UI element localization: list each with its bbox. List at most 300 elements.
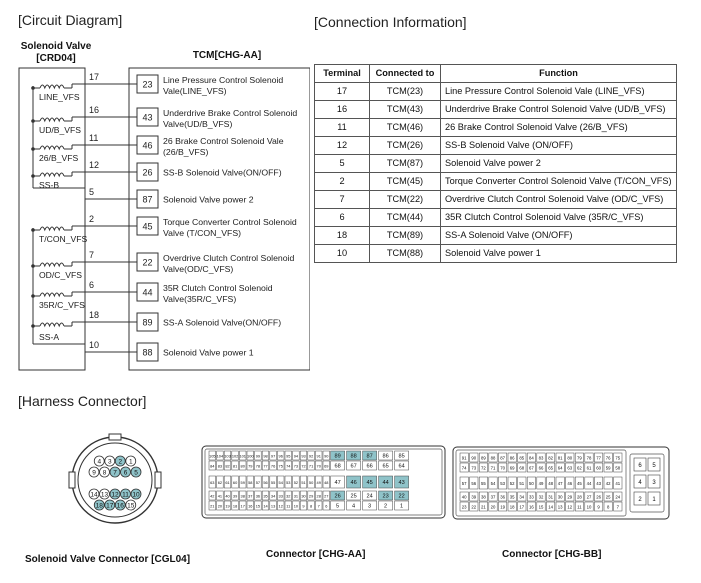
coil-icon	[40, 227, 64, 230]
chg-bb-pin-number: 79	[577, 455, 582, 461]
chg-aa-pin-number: 8	[310, 503, 313, 509]
junction-dot	[31, 324, 35, 328]
tcm-function-line1: SS-A Solenoid Valve(ON/OFF)	[163, 317, 282, 328]
chg-aa-pin-number: 50	[308, 480, 314, 485]
chg-aa-pin-number: 24	[366, 493, 373, 500]
connected-to-cell: TCM(89)	[370, 227, 441, 245]
junction-dot	[31, 86, 35, 90]
wire-pin-6: 6	[89, 280, 95, 290]
junction-dot	[31, 119, 35, 123]
cgl04-pin-number: 7	[113, 469, 117, 477]
chg-aa-pin-number: 101	[239, 453, 246, 459]
chg-aa-pin-number: 86	[382, 453, 389, 460]
chg-aa-pin-number: 23	[382, 493, 389, 500]
chg-bb-pin-number: 73	[471, 465, 477, 471]
table-row	[315, 173, 677, 191]
chg-aa-pin-number: 59	[240, 480, 245, 485]
chg-bb-pin-number: 76	[605, 455, 611, 461]
chg-bb-pin-number: 66	[538, 465, 544, 471]
chg-bb-pin-number: 23	[461, 504, 467, 510]
table-row	[315, 209, 677, 227]
wire-pin-17: 17	[89, 72, 100, 82]
coil-icon	[40, 173, 64, 176]
chg-aa-pin-number: 100	[247, 453, 254, 459]
chg-aa-pin-number: 63	[210, 480, 215, 485]
chg-aa-pin-number: 43	[398, 480, 405, 486]
connector-tab-left	[69, 472, 75, 488]
solenoid-valve-box	[19, 68, 88, 370]
chg-bb-pin-number: 38	[481, 494, 486, 500]
cgl04-pin-number: 6	[123, 469, 128, 477]
chg-bb-pin-number: 12	[567, 504, 573, 510]
chg-aa-pin-number: 56	[263, 480, 268, 485]
solenoid-label: T/CON_VFS	[39, 234, 88, 244]
chg-bb-pin-number: 48	[548, 481, 553, 486]
chg-aa-pin-number: 73	[293, 463, 299, 469]
connection-info-title: [Connection Information]	[314, 14, 467, 30]
chg-aa-pin-number: 68	[334, 463, 341, 470]
cgl04-pin-number: 11	[122, 491, 129, 499]
terminal-cell: 5	[315, 155, 370, 173]
coil-icon	[40, 85, 64, 88]
chg-bb-pin-number: 27	[586, 494, 592, 500]
chg-bb-pin-number: 41	[615, 481, 621, 486]
chg-bb-pin-number: 25	[605, 494, 611, 500]
chg-aa-pin-number: 14	[263, 503, 268, 509]
chg-aa-pin-number: 45	[366, 480, 373, 486]
chg-bb-pin-number: 18	[509, 504, 515, 510]
chg-bb-pin-number: 13	[557, 504, 563, 510]
tcm-function-line2: Valve(UD/B_VFS)	[163, 119, 233, 129]
chg-aa-pin-number: 22	[398, 493, 405, 500]
chg-aa-pin-number: 62	[217, 480, 223, 485]
cgl04-label: Solenoid Valve Connector [CGL04]	[25, 554, 191, 565]
solenoid-valve-code: [CRD04]	[36, 53, 76, 64]
chg-aa-pin-number: 48	[324, 480, 329, 485]
chg-bb-pin-number: 62	[577, 465, 582, 471]
chg-bb-side-pin-number: 5	[652, 463, 656, 469]
chg-aa-pin-number: 55	[270, 480, 276, 485]
connected-to-cell: TCM(87)	[370, 155, 441, 173]
cgl04-pin-number: 8	[102, 469, 107, 477]
header-connected-to: Connected to	[370, 65, 441, 83]
chg-bb-pin-number: 70	[500, 465, 505, 471]
chg-bb-pin-number: 68	[519, 465, 525, 471]
chg-bb-pin-number: 45	[577, 481, 582, 486]
chg-bb-pin-number: 85	[519, 455, 525, 461]
chg-aa-pin-number: 47	[334, 480, 341, 486]
chg-aa-pin-number: 10	[293, 503, 299, 509]
chg-aa-pin-number: 94	[293, 453, 299, 459]
cgl04-pin-number: 12	[111, 491, 119, 499]
chg-aa-pin-number: 90	[324, 453, 329, 459]
chg-aa-pin-number: 76	[270, 463, 276, 469]
chg-aa-pin-number: 18	[232, 503, 238, 509]
chg-bb-label: Connector [CHG-BB]	[502, 549, 602, 560]
terminal-cell: 10	[315, 245, 370, 263]
solenoid-label: LINE_VFS	[39, 92, 80, 102]
connected-to-cell: TCM(45)	[370, 173, 441, 191]
cgl04-pin-number: 10	[132, 491, 140, 499]
chg-aa-pin-number: 11	[286, 503, 291, 509]
chg-aa-pin-number: 67	[350, 463, 357, 470]
harness-connector-title: [Harness Connector]	[18, 393, 147, 409]
tcm-function-line1: Solenoid Valve power 2	[163, 194, 254, 205]
cgl04-pin-number: 3	[107, 458, 112, 466]
function-cell: 35R Clutch Control Solenoid Valve (35R/C_VFS)	[441, 209, 677, 227]
terminal-cell: 6	[315, 209, 370, 227]
chg-aa-pin-number: 37	[248, 493, 253, 499]
wire-pin-2: 2	[89, 214, 95, 224]
chg-aa-pin-number: 49	[316, 480, 321, 485]
junction-dot	[31, 294, 35, 298]
chg-aa-pin-number: 60	[232, 480, 238, 485]
chg-bb-pin-number: 84	[529, 455, 534, 461]
coil-icon	[40, 146, 64, 149]
terminal-cell: 17	[315, 83, 370, 101]
chg-aa-pin-number: 85	[398, 453, 405, 460]
chg-bb-side-pin-number: 3	[652, 480, 656, 486]
chg-aa-pin-number: 71	[308, 463, 314, 469]
chg-bb-pin-number: 16	[529, 504, 534, 510]
chg-aa-pin-number: 72	[301, 463, 306, 469]
chg-bb-pin-number: 8	[607, 504, 610, 510]
chg-aa-pin-number: 21	[210, 503, 215, 509]
chg-aa-pin-number: 84	[210, 463, 215, 469]
chg-aa-pin-number: 38	[240, 493, 245, 499]
table-row	[315, 101, 677, 119]
chg-bb-pin-number: 64	[557, 465, 563, 471]
chg-bb-pin-number: 30	[557, 494, 563, 500]
chg-aa-pin-number: 39	[232, 493, 238, 499]
chg-bb-pin-number: 75	[615, 455, 621, 461]
chg-aa-pin-number: 46	[350, 480, 357, 486]
chg-bb-pin-number: 46	[567, 481, 573, 486]
chg-bb-pin-number: 47	[557, 481, 563, 486]
chg-bb-pin-number: 63	[567, 465, 573, 471]
chg-bb-pin-number: 57	[461, 481, 467, 486]
cgl04-pin-number: 17	[106, 502, 114, 510]
wire-pin-11: 11	[89, 133, 99, 143]
cgl04-pin-number: 18	[95, 502, 103, 510]
table-row	[315, 137, 677, 155]
wire-pin-10: 10	[89, 340, 100, 350]
tcm-pin-number: 22	[142, 257, 153, 268]
chg-aa-pin-number: 30	[301, 493, 306, 499]
chg-aa-pin-number: 97	[270, 453, 276, 459]
cgl04-connector	[60, 425, 170, 535]
chg-aa-pin-number: 19	[225, 503, 230, 509]
chg-aa-pin-number: 44	[382, 480, 389, 486]
tcm-title: TCM[CHG-AA]	[192, 50, 262, 61]
chg-bb-pin-number: 61	[586, 465, 592, 471]
cgl04-pin-number: 4	[97, 458, 102, 466]
function-cell: SS-B Solenoid Valve (ON/OFF)	[441, 137, 677, 155]
solenoid-label: SS-A	[39, 332, 60, 342]
chg-aa-pin-number: 98	[263, 453, 268, 459]
chg-aa-pin-number: 78	[255, 463, 261, 469]
chg-aa-pin-number: 82	[225, 463, 230, 469]
chg-aa-pin-number: 40	[225, 493, 230, 499]
chg-aa-pin-number: 41	[217, 493, 223, 499]
junction-dot	[31, 228, 35, 232]
chg-aa-pin-number: 92	[308, 453, 314, 459]
connector-key	[109, 434, 121, 440]
chg-bb-pin-number: 22	[471, 504, 477, 510]
tcm-pin-number: 46	[142, 140, 153, 151]
chg-bb-pin-number: 9	[597, 504, 600, 510]
chg-bb-pin-number: 26	[596, 494, 601, 500]
table-row	[315, 245, 677, 263]
chg-bb-pin-number: 43	[596, 481, 601, 486]
chg-aa-pin-number: 34	[270, 493, 276, 499]
wire-pin-5: 5	[89, 187, 95, 197]
tcm-pin-number: 23	[142, 79, 153, 90]
tcm-function-line1: Line Pressure Control Solenoid	[163, 75, 284, 85]
tcm-pin-number: 89	[142, 317, 153, 328]
function-cell: SS-A Solenoid Valve (ON/OFF)	[441, 227, 677, 245]
chg-bb-pin-number: 32	[538, 494, 544, 500]
chg-aa-pin-number: 54	[278, 480, 283, 485]
table-row	[315, 155, 677, 173]
solenoid-label: OD/C_VFS	[39, 270, 82, 280]
chg-aa-pin-number: 36	[255, 493, 261, 499]
function-cell: Solenoid Valve power 1	[441, 245, 677, 263]
function-cell: Underdrive Brake Control Solenoid Valve (UD/B_VFS)	[441, 101, 677, 119]
chg-aa-pin-number: 103	[224, 453, 231, 459]
chg-bb-pin-number: 71	[490, 465, 496, 471]
chg-bb-pin-number: 15	[538, 504, 544, 510]
chg-bb-pin-number: 20	[490, 504, 496, 510]
chg-bb-pin-number: 10	[586, 504, 592, 510]
tcm-function-line1: Underdrive Brake Control Solenoid	[163, 108, 298, 118]
chg-aa-pin-number: 89	[334, 453, 341, 460]
terminal-cell: 2	[315, 173, 370, 191]
coil-icon	[40, 293, 64, 296]
chg-aa-pin-number: 12	[278, 503, 283, 509]
chg-aa-pin-number: 87	[366, 453, 373, 460]
chg-bb-pin-number: 39	[471, 494, 477, 500]
wire-pin-7: 7	[89, 250, 95, 260]
chg-bb-pin-number: 52	[509, 481, 515, 486]
chg-aa-pin-number: 13	[270, 503, 276, 509]
tcm-function-line1: 26 Brake Control Solenoid Vale	[163, 136, 284, 146]
junction-dot	[31, 147, 35, 151]
chg-aa-pin-number: 1	[400, 503, 404, 510]
tcm-pin-number: 43	[142, 112, 153, 123]
solenoid-label: 35R/C_VFS	[39, 300, 85, 310]
connected-to-cell: TCM(46)	[370, 119, 441, 137]
tcm-function-line1: 35R Clutch Control Solenoid	[163, 283, 273, 293]
chg-bb-pin-number: 34	[519, 494, 525, 500]
chg-bb-pin-number: 19	[500, 504, 505, 510]
chg-bb-pin-number: 74	[461, 465, 467, 471]
chg-aa-pin-number: 33	[278, 493, 283, 499]
chg-aa-pin-number: 32	[286, 493, 291, 499]
tcm-pin-number: 44	[142, 287, 153, 298]
chg-aa-pin-number: 66	[366, 463, 373, 470]
tcm-function-line1: SS-B Solenoid Valve(ON/OFF)	[163, 167, 282, 178]
chg-aa-pin-number: 2	[384, 503, 388, 510]
connected-to-cell: TCM(43)	[370, 101, 441, 119]
cgl04-pin-number: 16	[116, 502, 124, 510]
chg-bb-pin-number: 60	[596, 465, 601, 471]
junction-dot	[31, 174, 35, 178]
chg-aa-connector	[201, 445, 447, 521]
chg-bb-pin-number: 90	[471, 455, 477, 461]
connected-to-cell: TCM(88)	[370, 245, 441, 263]
chg-bb-pin-number: 54	[490, 481, 496, 486]
chg-bb-pin-number: 7	[616, 504, 619, 510]
chg-aa-pin-number: 35	[263, 493, 268, 499]
chg-aa-pin-number: 25	[350, 493, 357, 500]
chg-aa-pin-number: 17	[240, 503, 245, 509]
terminal-cell: 18	[315, 227, 370, 245]
connected-to-cell: TCM(23)	[370, 83, 441, 101]
cgl04-pin-number: 14	[90, 491, 98, 499]
chg-aa-pin-number: 88	[350, 453, 357, 460]
connection-table	[314, 64, 677, 263]
chg-bb-pin-number: 42	[605, 481, 611, 486]
chg-bb-side-pin-number: 6	[638, 463, 642, 469]
chg-aa-pin-number: 6	[325, 503, 328, 509]
chg-aa-pin-number: 28	[316, 493, 321, 499]
chg-bb-pin-number: 69	[509, 465, 515, 471]
table-row	[315, 119, 677, 137]
chg-bb-pin-number: 33	[529, 494, 534, 500]
tcm-function-line2: Valve(35R/C_VFS)	[163, 294, 237, 304]
chg-aa-pin-number: 96	[278, 453, 283, 459]
chg-aa-pin-number: 83	[217, 463, 223, 469]
chg-aa-pin-number: 26	[334, 493, 341, 500]
circuit-diagram-title: [Circuit Diagram]	[18, 12, 123, 28]
connected-to-cell: TCM(22)	[370, 191, 441, 209]
chg-bb-pin-number: 14	[548, 504, 553, 510]
tcm-pin-number: 88	[142, 347, 153, 358]
wire-pin-18: 18	[89, 310, 100, 320]
chg-bb-pin-number: 65	[548, 465, 553, 471]
chg-aa-pin-number: 95	[286, 453, 291, 459]
cgl04-pin-number: 15	[127, 502, 135, 510]
chg-bb-side-pin-number: 2	[638, 497, 642, 503]
chg-aa-pin-number: 102	[231, 453, 239, 459]
chg-bb-pin-number: 77	[596, 455, 601, 461]
chg-aa-pin-number: 52	[293, 480, 299, 485]
chg-bb-pin-number: 50	[529, 481, 534, 486]
chg-bb-pin-number: 53	[500, 481, 505, 486]
chg-bb-pin-number: 72	[481, 465, 486, 471]
table-header-row	[315, 65, 677, 83]
chg-bb-pin-number: 36	[500, 494, 505, 500]
chg-aa-pin-number: 61	[225, 480, 230, 485]
chg-bb-pin-number: 81	[557, 455, 563, 461]
chg-aa-pin-number: 9	[302, 503, 305, 509]
cgl04-pin-number: 13	[100, 491, 109, 499]
cgl04-pin-number: 2	[118, 458, 123, 466]
tcm-function-line2: (26/B_VFS)	[163, 147, 209, 157]
chg-aa-pin-number: 27	[324, 493, 329, 499]
terminal-cell: 11	[315, 119, 370, 137]
chg-aa-pin-number: 31	[293, 493, 299, 499]
terminal-cell: 7	[315, 191, 370, 209]
chg-bb-pin-number: 80	[567, 455, 573, 461]
chg-bb-pin-number: 87	[500, 455, 505, 461]
coil-icon	[40, 118, 64, 121]
solenoid-valve-title: Solenoid Valve	[20, 41, 92, 52]
chg-aa-pin-number: 58	[248, 480, 253, 485]
chg-bb-pin-number: 11	[577, 504, 582, 510]
tcm-function-line1: Torque Converter Control Solenoid	[163, 217, 297, 227]
terminal-cell: 12	[315, 137, 370, 155]
connector-tab-right	[155, 472, 161, 488]
junction-dot	[31, 264, 35, 268]
solenoid-label: 26/B_VFS	[39, 153, 79, 163]
chg-bb-pin-number: 31	[548, 494, 553, 500]
chg-bb-connector	[452, 446, 672, 522]
chg-aa-pin-number: 80	[240, 463, 245, 469]
tcm-pin-number: 45	[142, 221, 153, 232]
tcm-pin-number: 87	[142, 194, 153, 205]
connected-to-cell: TCM(26)	[370, 137, 441, 155]
chg-bb-pin-number: 40	[461, 494, 467, 500]
chg-aa-pin-number: 29	[308, 493, 314, 499]
tcm-function-line1: Overdrive Clutch Control Solenoid	[163, 253, 295, 263]
function-cell: Solenoid Valve power 2	[441, 155, 677, 173]
chg-aa-pin-number: 99	[255, 453, 261, 459]
chg-aa-pin-number: 16	[248, 503, 253, 509]
chg-bb-pin-number: 51	[519, 481, 525, 486]
chg-bb-side-pin-number: 1	[652, 497, 656, 503]
connected-to-cell: TCM(44)	[370, 209, 441, 227]
chg-bb-pin-number: 49	[538, 481, 544, 486]
chg-aa-pin-number: 105	[209, 453, 216, 459]
chg-bb-side-pin-number: 4	[638, 480, 642, 486]
chg-bb-pin-number: 29	[567, 494, 573, 500]
chg-aa-pin-number: 7	[317, 503, 320, 509]
chg-bb-pin-number: 89	[481, 455, 486, 461]
tcm-function-line2: Vale(LINE_VFS)	[163, 86, 227, 96]
terminal-cell: 16	[315, 101, 370, 119]
header-terminal: Terminal	[315, 65, 370, 83]
chg-aa-pin-number: 51	[301, 480, 306, 485]
chg-bb-pin-number: 35	[509, 494, 515, 500]
chg-aa-pin-number: 81	[232, 463, 238, 469]
header-function: Function	[441, 65, 677, 83]
chg-aa-pin-number: 53	[286, 480, 291, 485]
chg-bb-pin-number: 37	[490, 494, 496, 500]
chg-bb-pin-number: 86	[509, 455, 515, 461]
function-cell: Overdrive Clutch Control Solenoid Valve (OD/C_VFS)	[441, 191, 677, 209]
chg-bb-pin-number: 91	[461, 455, 467, 461]
chg-bb-pin-number: 82	[548, 455, 553, 461]
chg-aa-pin-number: 65	[382, 463, 389, 470]
chg-bb-pin-number: 59	[605, 465, 611, 471]
chg-aa-pin-number: 70	[316, 463, 321, 469]
cgl04-pin-number: 1	[128, 458, 133, 466]
coil-icon	[40, 263, 64, 266]
wire-pin-12: 12	[89, 160, 100, 170]
chg-bb-pin-number: 83	[538, 455, 544, 461]
table-row	[315, 227, 677, 245]
solenoid-label: SS-B	[39, 180, 60, 190]
wire-pin-16: 16	[89, 105, 100, 115]
function-cell: Line Pressure Control Solenoid Vale (LINE_VFS)	[441, 83, 677, 101]
chg-bb-pin-number: 78	[586, 455, 592, 461]
chg-bb-pin-number: 21	[481, 504, 486, 510]
chg-bb-pin-number: 44	[586, 481, 592, 486]
chg-aa-pin-number: 42	[210, 493, 215, 499]
chg-aa-pin-number: 64	[398, 463, 405, 470]
